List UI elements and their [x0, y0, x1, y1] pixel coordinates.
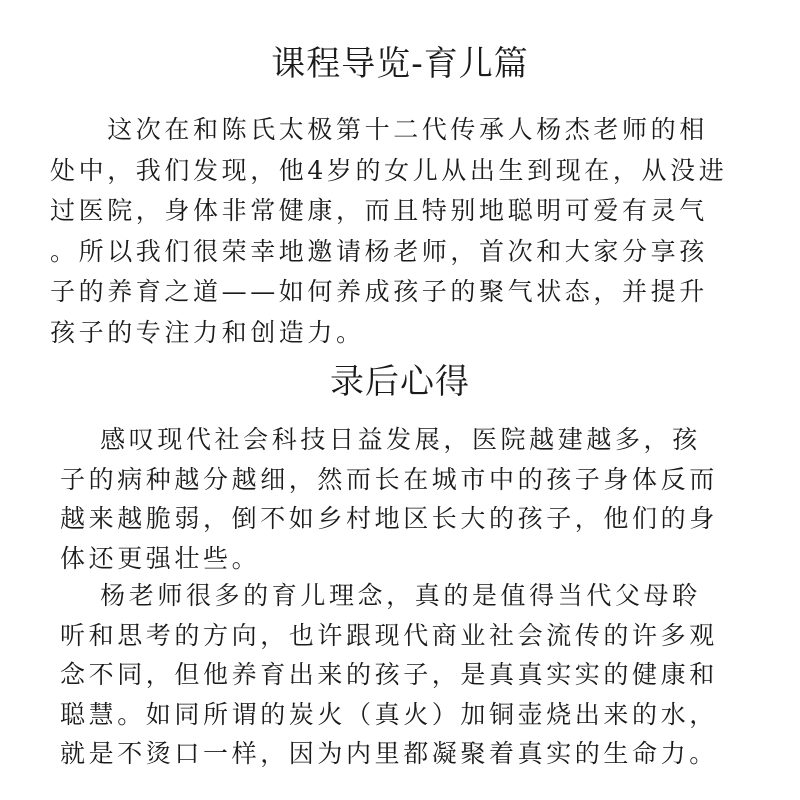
paragraph-line: 念不同，但他养育出来的孩子，是真真实实的健康和: [60, 660, 718, 689]
paragraph-line: 越来越脆弱，倒不如乡村地区长大的孩子，他们的身: [60, 504, 718, 533]
course-preview-paragraph: [50, 110, 727, 353]
paragraph-line: 就是不烫口一样，因为内里都凝聚着真实的生命力。: [60, 739, 718, 768]
paragraph-line: 这次在和陈氏太极第十二代传承人杨杰老师的相: [50, 115, 708, 144]
paragraph-line: 感叹现代社会科技日益发展，医院越建越多，孩: [60, 425, 701, 454]
reflections-paragraph-2: [60, 576, 718, 774]
course-preview-title: 课程导览-育儿篇: [271, 44, 529, 84]
paragraph-line: 子的养育之道——如何养成孩子的聚气状态，并提升: [50, 277, 708, 306]
paragraph-line: 聪慧。如同所谓的炭火（真火）加铜壶烧出来的水，: [60, 699, 718, 729]
paragraph-line: 杨老师很多的育儿理念，真的是值得当代父母聆: [60, 581, 701, 610]
paragraph-line: 。所以我们很荣幸地邀请杨老师，首次和大家分享孩: [50, 236, 708, 266]
paragraph-line: 孩子的专注力和创造力。: [50, 317, 365, 347]
paragraph-line: 过医院，身体非常健康，而且特别地聪明可爱有灵气: [50, 196, 708, 225]
paragraph-line: 处中，我们发现，他4岁的女儿从出生到现在，从没进: [50, 155, 728, 185]
paragraph-line: 听和思考的方向，也许跟现代商业社会流传的许多观: [60, 620, 718, 650]
paragraph-line: 子的病种越分越细，然而长在城市中的孩子身体反而: [60, 464, 718, 494]
paragraph-line: 体还更强壮些。: [60, 543, 261, 573]
reflections-title: 录后心得: [330, 362, 470, 402]
reflections-paragraph-1: [60, 420, 718, 578]
